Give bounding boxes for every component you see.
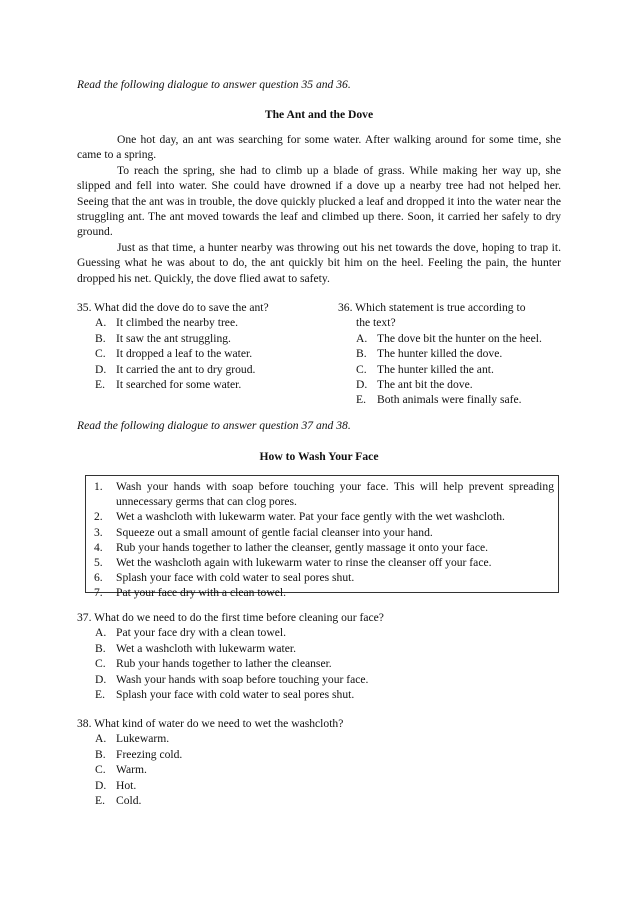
option-b[interactable] xyxy=(95,641,561,656)
option-text: The hunter killed the dove. xyxy=(377,347,503,361)
option-d[interactable] xyxy=(95,672,561,687)
question-36-stem-continued: the text? xyxy=(356,316,396,330)
question-38-options xyxy=(77,731,561,808)
option-text: Pat your face dry with a clean towel. xyxy=(116,626,286,640)
option-text: Rub your hands together to lather the cleanser. xyxy=(116,657,332,671)
question-35-stem: 35. What did the dove do to save the ant? xyxy=(77,301,269,314)
option-d[interactable] xyxy=(95,778,561,793)
option-b[interactable] xyxy=(95,747,561,762)
option-text: The ant bit the dove. xyxy=(377,378,473,392)
option-letter: D. xyxy=(95,362,107,376)
option-e[interactable] xyxy=(95,793,561,808)
procedure-step xyxy=(94,525,554,540)
story-paragraph: To reach the spring, she had to climb up a blade of grass. While making her way up, she slipped and fell into water. She could have drowned if a dove up a nearby tree had not helped her. Seeing that the ant was in trouble, the dove quickly plucked a leaf and dropped it into the water near the struggling ant. The ant moved towards the leaf and climbed up there. Soon, it carried her safely to dry ground. xyxy=(77,163,561,239)
option-letter: B. xyxy=(95,331,106,345)
option-text: It dropped a leaf to the water. xyxy=(116,347,253,361)
option-letter: A. xyxy=(356,331,368,345)
option-letter: A. xyxy=(95,316,107,330)
step-text: Wash your hands with soap before touching your face. This will help prevent spreading unnecessary germs that can clog pores. xyxy=(116,480,554,509)
option-text: Lukewarm. xyxy=(116,732,170,746)
procedure-step xyxy=(94,540,554,555)
option-letter: D. xyxy=(356,378,368,392)
procedure-step xyxy=(94,479,554,509)
procedure-steps-box xyxy=(85,475,559,600)
option-c[interactable] xyxy=(95,656,561,671)
story-title: The Ant and the Dove xyxy=(264,108,374,121)
option-e[interactable] xyxy=(95,687,561,702)
option-letter: B. xyxy=(95,641,106,655)
question-36 xyxy=(338,300,563,408)
option-c[interactable] xyxy=(95,346,327,361)
option-text: Splash your face with cold water to seal pores shut. xyxy=(116,688,355,702)
procedure-steps xyxy=(94,479,554,601)
option-a[interactable] xyxy=(95,315,327,330)
question-36-options xyxy=(338,331,563,408)
option-letter: D. xyxy=(95,778,107,792)
option-letter: D. xyxy=(95,672,107,686)
question-37 xyxy=(77,610,561,702)
option-letter: B. xyxy=(356,347,367,361)
option-letter: E. xyxy=(95,794,105,808)
question-35 xyxy=(77,300,327,392)
instruction-q35-36: Read the following dialogue to answer question 35 and 36. xyxy=(77,78,351,91)
step-text: Pat your face dry with a clean towel. xyxy=(116,586,286,600)
option-c[interactable] xyxy=(95,762,561,777)
step-text: Wet a washcloth with lukewarm water. Pat your face gently with the wet washcloth. xyxy=(116,510,505,524)
step-text: Squeeze out a small amount of gentle facial cleanser into your hand. xyxy=(116,525,433,539)
step-text: Rub your hands together to lather the cleanser, gently massage it onto your face. xyxy=(116,540,489,554)
option-text: Warm. xyxy=(116,763,147,777)
step-number: 3. xyxy=(94,525,103,539)
option-text: Hot. xyxy=(116,778,137,792)
option-text: Wash your hands with soap before touching your face. xyxy=(116,672,369,686)
option-text: It saw the ant struggling. xyxy=(116,331,231,345)
question-37-stem: 37. What do we need to do the first time before cleaning our face? xyxy=(77,611,384,624)
step-text: Splash your face with cold water to seal pores shut. xyxy=(116,571,355,585)
option-text: Freezing cold. xyxy=(116,747,183,761)
option-letter: E. xyxy=(95,378,105,392)
option-text: The dove bit the hunter on the heel. xyxy=(377,331,542,345)
option-a[interactable] xyxy=(95,731,561,746)
option-letter: C. xyxy=(356,362,367,376)
option-d[interactable] xyxy=(356,377,563,392)
option-letter: C. xyxy=(95,347,106,361)
option-a[interactable] xyxy=(95,625,561,640)
question-38 xyxy=(77,716,561,808)
story-paragraph: One hot day, an ant was searching for some water. After walking around for some time, she came to a spring. xyxy=(77,133,561,162)
step-number: 6. xyxy=(94,571,103,585)
question-38-stem: 38. What kind of water do we need to wet the washcloth? xyxy=(77,717,344,730)
option-letter: A. xyxy=(95,626,107,640)
option-text: It searched for some water. xyxy=(116,378,242,392)
option-letter: C. xyxy=(95,763,106,777)
step-number: 1. xyxy=(94,480,103,493)
question-37-options xyxy=(77,625,561,702)
procedure-step xyxy=(94,585,554,600)
option-text: The hunter killed the ant. xyxy=(377,362,494,376)
option-letter: C. xyxy=(95,657,106,671)
option-text: It carried the ant to dry groud. xyxy=(116,362,256,376)
option-d[interactable] xyxy=(95,362,327,377)
question-35-options xyxy=(77,315,327,392)
option-b[interactable] xyxy=(95,331,327,346)
option-letter: B. xyxy=(95,747,106,761)
step-number: 5. xyxy=(94,556,103,570)
option-e[interactable] xyxy=(95,377,327,392)
question-36-stem: 36. Which statement is true according to xyxy=(338,301,526,314)
instruction-q37-38: Read the following dialogue to answer question 37 and 38. xyxy=(77,419,351,432)
story-text xyxy=(77,132,561,286)
step-number: 2. xyxy=(94,510,103,524)
option-letter: E. xyxy=(95,688,105,702)
option-text: Wet a washcloth with lukewarm water. xyxy=(116,641,297,655)
story-paragraph: Just as that time, a hunter nearby was throwing out his net towards the dove, hoping to trap it. Guessing what he was about to do, the ant quickly bit him on the heel. Feeling the pain, the hunter dropped his net. Quickly, the dove flied awat to safety. xyxy=(77,240,561,285)
procedure-step xyxy=(94,555,554,570)
procedure-title: How to Wash Your Face xyxy=(259,450,379,463)
option-letter: E. xyxy=(356,393,366,407)
step-number: 7. xyxy=(94,586,103,600)
option-text: It climbed the nearby tree. xyxy=(116,316,239,330)
step-number: 4. xyxy=(94,540,103,554)
option-text: Both animals were finally safe. xyxy=(377,393,522,407)
option-b[interactable] xyxy=(356,346,563,361)
procedure-step xyxy=(94,509,554,524)
option-text: Cold. xyxy=(116,794,142,808)
option-c[interactable] xyxy=(356,362,563,377)
procedure-step xyxy=(94,570,554,585)
option-a[interactable] xyxy=(356,331,563,346)
option-e[interactable] xyxy=(356,392,563,407)
option-letter: A. xyxy=(95,732,107,746)
step-text: Wet the washcloth again with lukewarm water to rinse the cleanser off your face. xyxy=(116,556,492,570)
